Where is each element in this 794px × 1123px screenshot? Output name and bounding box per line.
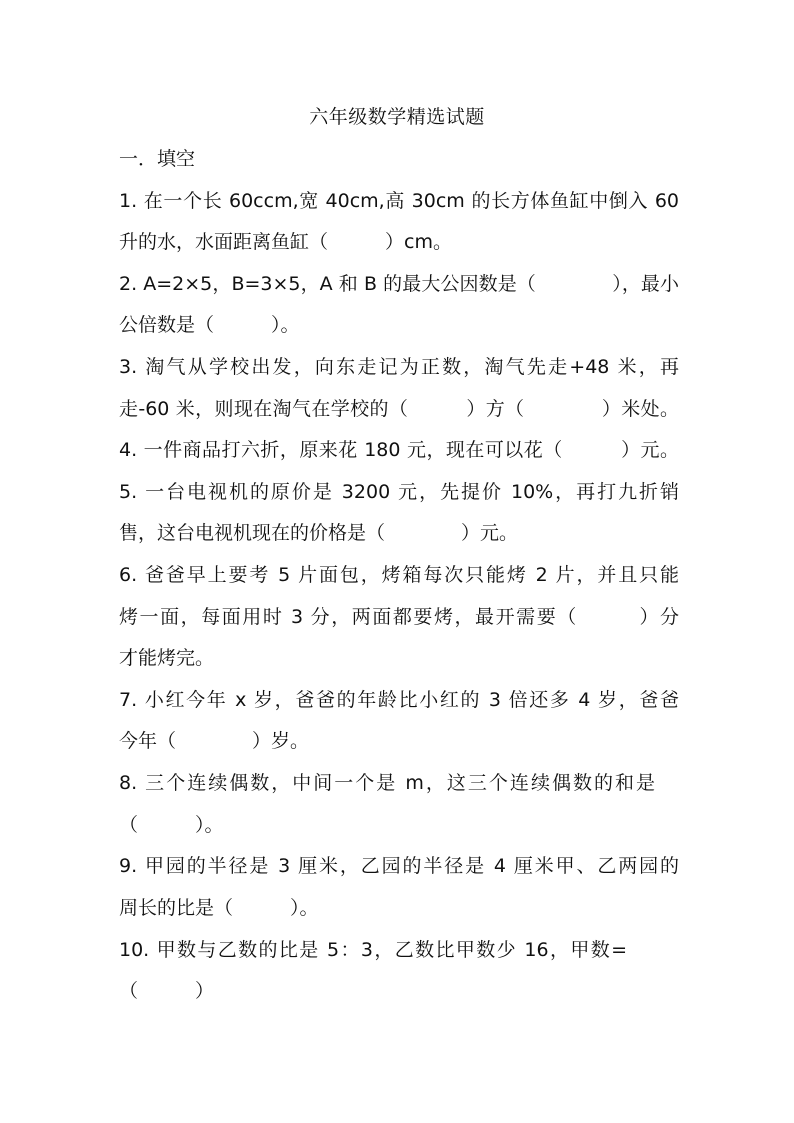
question-8-line-1: 8. 三个连续偶数，中间一个是 m，这三个连续偶数的和是 xyxy=(119,772,655,794)
question-5-line-1: 5. 一台电视机的原价是 3200 元，先提价 10%，再打九折销 xyxy=(119,481,679,503)
question-9-line-2: 周长的比是（ ）。 xyxy=(119,897,319,919)
question-4-line-1: 4. 一件商品打六折，原来花 180 元，现在可以花（ ）元。 xyxy=(119,439,679,461)
question-5-line-2: 售，这台电视机现在的价格是（ ）元。 xyxy=(119,522,519,544)
question-2-line-2: 公倍数是（ ）。 xyxy=(119,314,300,336)
question-8-line-2: （ ）。 xyxy=(119,814,224,836)
section-heading: 一．填空 xyxy=(119,148,196,170)
question-10-line-2: （ ） xyxy=(119,980,215,1002)
question-3-line-1: 3. 淘气从学校出发，向东走记为正数，淘气先走+48 米，再 xyxy=(119,356,679,378)
question-7-line-2: 今年（ ）岁。 xyxy=(119,730,310,752)
question-1-line-1: 1. 在一个长 60ccm,宽 40cm,高 30cm 的长方体鱼缸中倒入 60 xyxy=(119,190,679,212)
question-7-line-1: 7. 小红今年 x 岁，爸爸的年龄比小红的 3 倍还多 4 岁，爸爸 xyxy=(119,689,679,711)
question-9-line-1: 9. 甲园的半径是 3 厘米，乙园的半径是 4 厘米甲、乙两园的 xyxy=(119,855,679,877)
question-2-line-1: 2. A=2×5，B=3×5，A 和 B 的最大公因数是（ ），最小 xyxy=(119,273,679,295)
question-6-line-1: 6. 爸爸早上要考 5 片面包，烤箱每次只能烤 2 片，并且只能 xyxy=(119,564,679,586)
question-6-line-2: 烤一面，每面用时 3 分，两面都要烤，最开需要（ ）分 xyxy=(119,606,679,628)
question-3-line-2: 走-60 米，则现在淘气在学校的（ ）方（ ）米处。 xyxy=(119,398,679,420)
question-6-line-3: 才能烤完。 xyxy=(119,647,215,669)
question-10-line-1: 10. 甲数与乙数的比是 5：3，乙数比甲数少 16，甲数= xyxy=(119,939,627,961)
page-title: 六年级数学精选试题 xyxy=(309,106,485,128)
question-1-line-2: 升的水，水面距离鱼缸（ ）cm。 xyxy=(119,231,452,253)
